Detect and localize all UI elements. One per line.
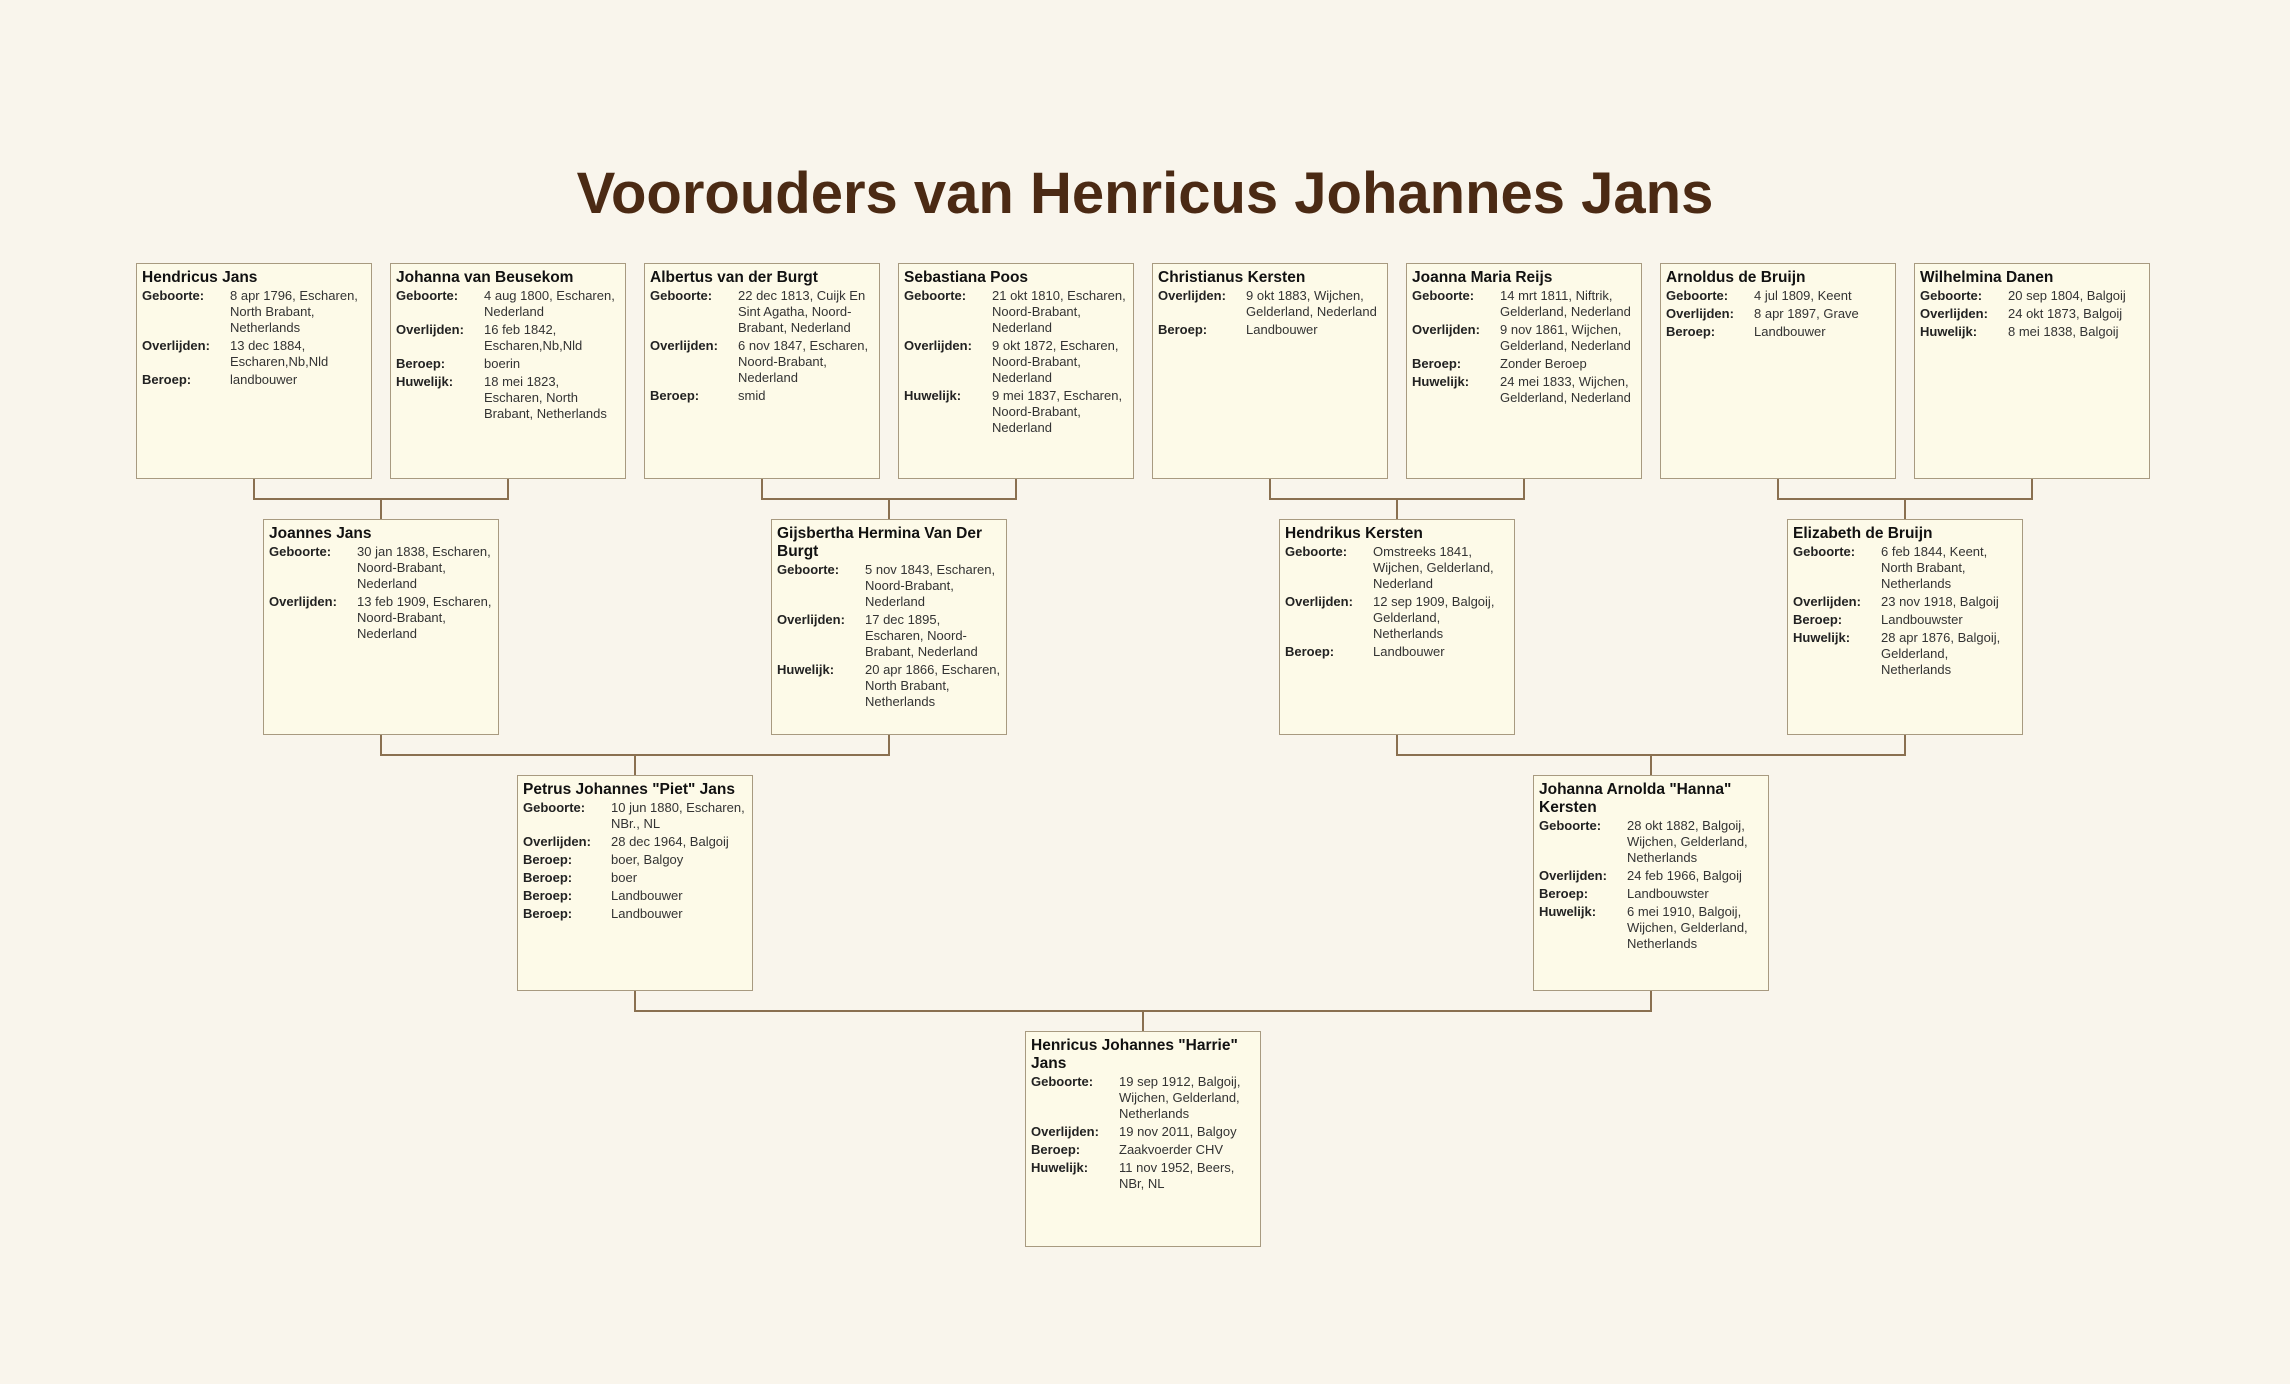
fact-label: Geboorte: (904, 288, 967, 303)
person-name: Sebastiana Poos (904, 269, 1029, 286)
fact-row (396, 322, 620, 354)
fact-row (1031, 1142, 1255, 1158)
fact-row (142, 288, 366, 336)
fact-label: Beroep: (1793, 612, 1843, 627)
fact-label: Overlijden: (777, 612, 845, 627)
fact-value: 17 dec 1895, Escharen, Noord-Brabant, Nederland (865, 612, 978, 659)
fact-row (1412, 288, 1636, 320)
fact-row (650, 338, 874, 386)
connector-line (254, 479, 508, 519)
person-box-johanna-arnolda-kersten[interactable] (1533, 775, 1769, 991)
fact-value: 9 okt 1872, Escharen, Noord-Brabant, Nederland (992, 338, 1119, 385)
fact-row (523, 834, 747, 850)
fact-label: Geboorte: (142, 288, 205, 303)
fact-row (142, 372, 366, 388)
fact-label: Huwelijk: (777, 662, 835, 677)
fact-row (1031, 1160, 1255, 1192)
fact-label: Overlijden: (396, 322, 464, 337)
connector-line (762, 479, 1016, 519)
fact-row (523, 852, 747, 868)
fact-label: Geboorte: (269, 544, 332, 559)
fact-label: Huwelijk: (1539, 904, 1597, 919)
fact-label: Huwelijk: (396, 374, 454, 389)
fact-value: 22 dec 1813, Cuijk En Sint Agatha, Noord-Brabant, Nederland (738, 288, 866, 335)
fact-row (396, 374, 620, 422)
connector-line (1397, 735, 1905, 775)
fact-value: 9 mei 1837, Escharen, Noord-Brabant, Nederland (992, 388, 1123, 435)
fact-row (1539, 904, 1763, 952)
person-box-gijsbertha-hermina-van-der-burgt[interactable] (771, 519, 1007, 735)
fact-label: Geboorte: (1031, 1074, 1094, 1089)
fact-value: 28 apr 1876, Balgoij, Gelderland, Netherlands (1881, 630, 2001, 677)
fact-label: Geboorte: (1793, 544, 1856, 559)
fact-row (1793, 544, 2017, 592)
person-box-joanna-maria-reijs[interactable] (1406, 263, 1642, 479)
fact-row (269, 544, 493, 592)
fact-label: Huwelijk: (1412, 374, 1470, 389)
person-name: Henricus Johannes "Harrie" Jans (1031, 1037, 1238, 1072)
fact-row (523, 906, 747, 922)
fact-row (523, 800, 747, 832)
fact-value: 9 nov 1861, Wijchen, Gelderland, Nederland (1500, 322, 1631, 353)
person-name: Hendricus Jans (142, 269, 258, 286)
person-box-christianus-kersten[interactable] (1152, 263, 1388, 479)
fact-value: 12 sep 1909, Balgoij, Gelderland, Netherlands (1373, 594, 1495, 641)
fact-value: 16 feb 1842, Escharen,Nb,Nld (484, 322, 583, 353)
fact-label: Overlijden: (1031, 1124, 1099, 1139)
fact-value: Landbouwer (1246, 322, 1318, 337)
fact-value: boer, Balgoy (611, 852, 684, 867)
fact-label: Beroep: (142, 372, 192, 387)
fact-row (777, 562, 1001, 610)
fact-row (777, 612, 1001, 660)
fact-label: Beroep: (1412, 356, 1462, 371)
fact-label: Overlijden: (269, 594, 337, 609)
person-box-hendrikus-kersten[interactable] (1279, 519, 1515, 735)
fact-row (1412, 374, 1636, 406)
fact-row (1793, 594, 2017, 610)
fact-row (523, 888, 747, 904)
fact-value: 30 jan 1838, Escharen, Noord-Brabant, Nederland (357, 544, 491, 591)
fact-row (396, 356, 620, 372)
fact-label: Geboorte: (1285, 544, 1348, 559)
fact-label: Overlijden: (1539, 868, 1607, 883)
fact-label: Overlijden: (1793, 594, 1861, 609)
fact-row (523, 870, 747, 886)
person-name: Arnoldus de Bruijn (1666, 269, 1806, 286)
fact-label: Beroep: (1666, 324, 1716, 339)
fact-value: Landbouwster (1881, 612, 1963, 627)
fact-row (142, 338, 366, 370)
fact-label: Huwelijk: (1031, 1160, 1089, 1175)
fact-value: 8 mei 1838, Balgoij (2008, 324, 2119, 339)
fact-value: 9 okt 1883, Wijchen, Gelderland, Nederland (1246, 288, 1377, 319)
fact-label: Geboorte: (1539, 818, 1602, 833)
fact-value: 24 mei 1833, Wijchen, Gelderland, Nederland (1500, 374, 1631, 405)
fact-row (1031, 1124, 1255, 1140)
fact-label: Geboorte: (523, 800, 586, 815)
fact-value: 20 sep 1804, Balgoij (2008, 288, 2126, 303)
fact-value: 28 okt 1882, Balgoij, Wijchen, Gelderland, Netherlands (1627, 818, 1748, 865)
fact-value: 4 aug 1800, Escharen, Nederland (484, 288, 615, 319)
fact-label: Beroep: (523, 888, 573, 903)
fact-value: Landbouwer (1373, 644, 1445, 659)
fact-row (1539, 818, 1763, 866)
fact-label: Overlijden: (1285, 594, 1353, 609)
fact-row (1539, 868, 1763, 884)
fact-row (904, 388, 1128, 436)
fact-value: 21 okt 1810, Escharen, Noord-Brabant, Nederland (992, 288, 1126, 335)
fact-label: Beroep: (396, 356, 446, 371)
person-name: Petrus Johannes "Piet" Jans (523, 781, 735, 798)
connector-line (1778, 479, 2032, 519)
fact-value: Landbouwster (1627, 886, 1709, 901)
fact-label: Beroep: (1539, 886, 1589, 901)
person-box-johanna-van-beusekom[interactable] (390, 263, 626, 479)
fact-value: 24 okt 1873, Balgoij (2008, 306, 2123, 321)
fact-value: Zonder Beroep (1500, 356, 1587, 371)
fact-row (1031, 1074, 1255, 1122)
fact-row (1539, 886, 1763, 902)
fact-label: Overlijden: (142, 338, 210, 353)
fact-value: 4 jul 1809, Keent (1754, 288, 1852, 303)
fact-value: 6 mei 1910, Balgoij, Wijchen, Gelderland, Netherlands (1627, 904, 1748, 951)
fact-row (1920, 324, 2144, 340)
fact-label: Huwelijk: (1793, 630, 1851, 645)
person-name: Elizabeth de Bruijn (1793, 525, 1933, 542)
fact-label: Overlijden: (904, 338, 972, 353)
person-box-wilhelmina-danen[interactable] (1914, 263, 2150, 479)
fact-value: 24 feb 1966, Balgoij (1627, 868, 1742, 883)
fact-label: Overlijden: (1158, 288, 1226, 303)
fact-row (650, 288, 874, 336)
fact-row (1285, 594, 1509, 642)
fact-value: 23 nov 1918, Balgoij (1881, 594, 1999, 609)
fact-label: Overlijden: (523, 834, 591, 849)
person-box-arnoldus-de-bruijn[interactable] (1660, 263, 1896, 479)
fact-row (1158, 288, 1382, 320)
fact-value: 5 nov 1843, Escharen, Noord-Brabant, Nederland (865, 562, 996, 609)
connector-line (1270, 479, 1524, 519)
fact-value: boer (611, 870, 638, 885)
fact-label: Overlijden: (650, 338, 718, 353)
fact-label: Huwelijk: (1920, 324, 1978, 339)
fact-value: 20 apr 1866, Escharen, North Brabant, Netherlands (865, 662, 1001, 709)
fact-row (650, 388, 874, 404)
person-name: Joannes Jans (269, 525, 372, 542)
page-title: Voorouders van Henricus Johannes Jans (576, 161, 1714, 226)
fact-row (269, 594, 493, 642)
fact-row (1793, 612, 2017, 628)
fact-value: Landbouwer (611, 888, 683, 903)
fact-label: Geboorte: (1920, 288, 1983, 303)
person-box-hendricus-jans[interactable] (136, 263, 372, 479)
fact-value: 13 dec 1884, Escharen,Nb,Nld (230, 338, 329, 369)
fact-row (904, 338, 1128, 386)
fact-label: Beroep: (1031, 1142, 1081, 1157)
fact-value: 11 nov 1952, Beers, NBr, NL (1119, 1160, 1235, 1191)
fact-label: Geboorte: (650, 288, 713, 303)
fact-value: 10 jun 1880, Escharen, NBr., NL (611, 800, 745, 831)
fact-value: Landbouwer (611, 906, 683, 921)
fact-row (1793, 630, 2017, 678)
person-name: Hendrikus Kersten (1285, 525, 1423, 542)
person-name: Joanna Maria Reijs (1412, 269, 1553, 286)
fact-row (1666, 324, 1890, 340)
fact-value: Omstreeks 1841, Wijchen, Gelderland, Nederland (1373, 544, 1494, 591)
fact-label: Overlijden: (1412, 322, 1480, 337)
person-name: Johanna van Beusekom (396, 269, 574, 286)
fact-label: Beroep: (523, 870, 573, 885)
fact-label: Beroep: (523, 906, 573, 921)
fact-value: smid (738, 388, 766, 403)
fact-value: 28 dec 1964, Balgoij (611, 834, 729, 849)
fact-label: Beroep: (1285, 644, 1335, 659)
connector-line (635, 991, 1651, 1031)
fact-value: 19 nov 2011, Balgoy (1119, 1124, 1237, 1139)
fact-value: 8 apr 1796, Escharen, North Brabant, Netherlands (230, 288, 358, 335)
person-name: Christianus Kersten (1158, 269, 1306, 286)
fact-row (1920, 306, 2144, 322)
fact-label: Geboorte: (1666, 288, 1729, 303)
person-box-elizabeth-de-bruijn[interactable] (1787, 519, 2023, 735)
fact-value: 14 mrt 1811, Niftrik, Gelderland, Nederland (1500, 288, 1631, 319)
person-name: Wilhelmina Danen (1920, 269, 2054, 286)
fact-value: Landbouwer (1754, 324, 1826, 339)
fact-value: boerin (484, 356, 521, 371)
fact-row (1666, 306, 1890, 322)
fact-value: 6 nov 1847, Escharen, Noord-Brabant, Nederland (738, 338, 869, 385)
fact-label: Beroep: (523, 852, 573, 867)
fact-label: Geboorte: (777, 562, 840, 577)
fact-row (1285, 644, 1509, 660)
fact-row (904, 288, 1128, 336)
fact-value: 13 feb 1909, Escharen, Noord-Brabant, Nederland (357, 594, 492, 641)
fact-row (1412, 356, 1636, 372)
fact-label: Overlijden: (1666, 306, 1734, 321)
fact-row (1920, 288, 2144, 304)
fact-label: Geboorte: (1412, 288, 1475, 303)
person-box-albertus-van-der-burgt[interactable] (644, 263, 880, 479)
person-name: Albertus van der Burgt (650, 269, 818, 286)
person-box-joannes-jans[interactable] (263, 519, 499, 735)
person-name: Gijsbertha Hermina Van Der Burgt (777, 525, 983, 560)
fact-row (396, 288, 620, 320)
fact-row (1412, 322, 1636, 354)
fact-label: Beroep: (1158, 322, 1208, 337)
connector-line (381, 735, 889, 775)
fact-value: Zaakvoerder CHV (1119, 1142, 1224, 1157)
fact-value: 6 feb 1844, Keent, North Brabant, Netherlands (1881, 544, 1988, 591)
fact-value: 19 sep 1912, Balgoij, Wijchen, Gelderland, Netherlands (1119, 1074, 1241, 1121)
fact-label: Beroep: (650, 388, 700, 403)
person-box-henricus-johannes-jans[interactable] (1025, 1031, 1261, 1247)
fact-label: Geboorte: (396, 288, 459, 303)
person-box-sebastiana-poos[interactable] (898, 263, 1134, 479)
fact-row (1285, 544, 1509, 592)
person-box-petrus-johannes-jans[interactable] (517, 775, 753, 991)
fact-row (777, 662, 1001, 710)
fact-value: 8 apr 1897, Grave (1754, 306, 1859, 321)
fact-row (1666, 288, 1890, 304)
fact-label: Huwelijk: (904, 388, 962, 403)
fact-value: landbouwer (230, 372, 298, 387)
fact-row (1158, 322, 1382, 338)
fact-label: Overlijden: (1920, 306, 1988, 321)
fact-value: 18 mei 1823, Escharen, North Brabant, Netherlands (484, 374, 607, 421)
person-name: Johanna Arnolda "Hanna" Kersten (1539, 781, 1732, 816)
